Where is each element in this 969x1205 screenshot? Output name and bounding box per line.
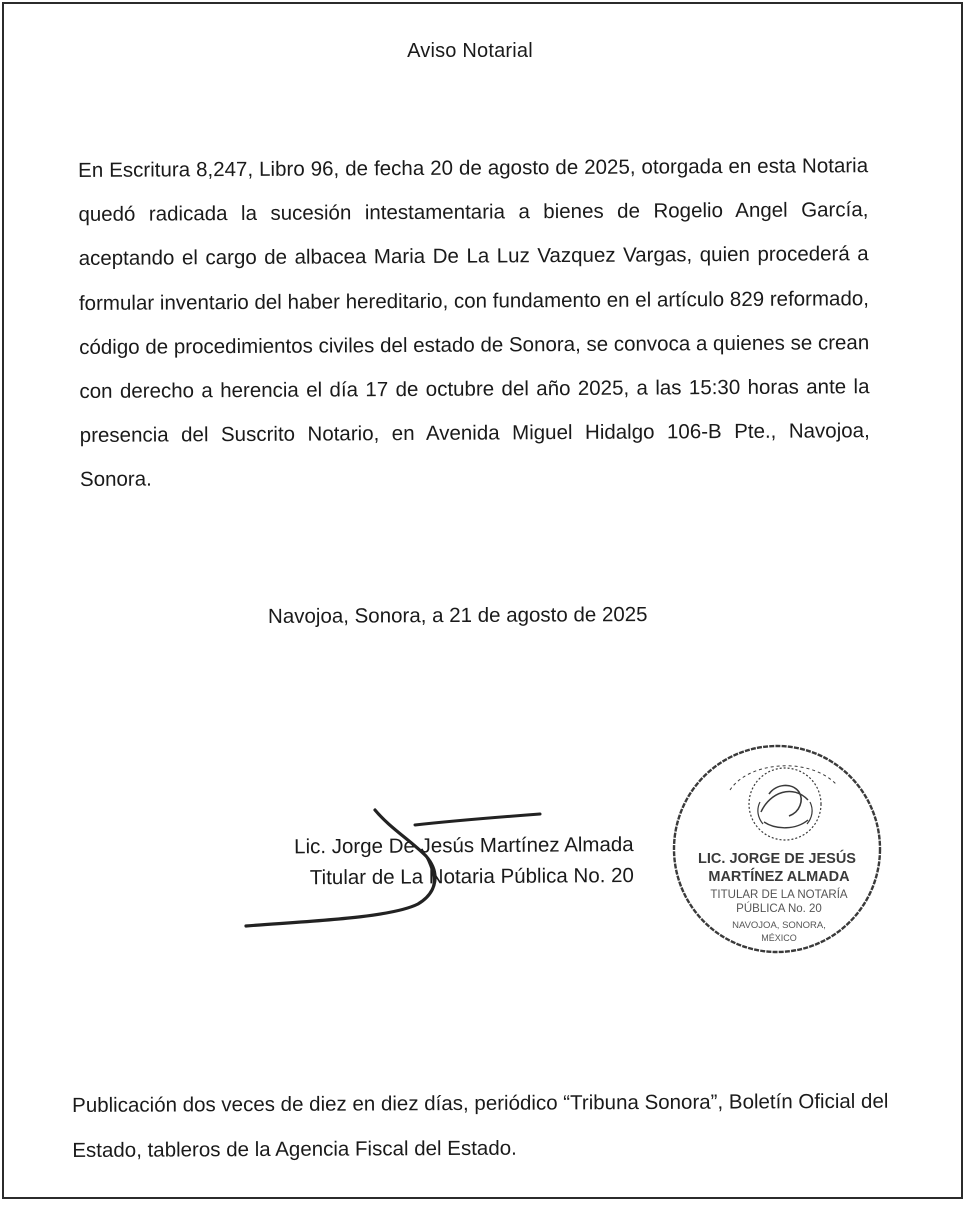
- notice-body: En Escritura 8,247, Libro 96, de fecha 20 de agosto de 2025, otorgada en esta Notaria quedó radicada la sucesión intestamentaria a bienes de Rogelio Angel García, aceptando el cargo de albacea Maria De La Luz Vazquez Vargas, quien procederá a formular inventario del haber hereditario, con fundamento en el artículo 829 reformado, código de procedimientos civiles del estado de Sonora, se convoca a quienes se crean con derecho a herencia el día 17 de octubre del año 2025, a las 15:30 horas ante la presencia del Suscrito Notario, en Avenida Miguel Hidalgo 106-B Pte., Navojoa, Sonora.: [78, 154, 870, 492]
- seal-location-line-2: MÉXICO: [761, 933, 797, 943]
- seal-name-line-2: MARTÍNEZ ALMADA: [708, 869, 850, 885]
- handwritten-signature: [240, 800, 550, 935]
- seal-title-line-1: TITULAR DE LA NOTARÍA: [710, 889, 848, 901]
- seal-name-line-1: LIC. JORGE DE JESÚS: [698, 851, 856, 867]
- signatory-title: Titular de La Notaria Pública No. 20: [309, 863, 634, 890]
- seal-location-line-1: NAVOJOA, SONORA,: [732, 920, 826, 931]
- notice-title: Aviso Notarial: [407, 40, 533, 62]
- publication-footer: Publicación dos veces de diez en diez días, periódico “Tribuna Sonora”, Boletín Oficial del Estado, tableros de la Agencia Fiscal del Estado.: [72, 1089, 889, 1162]
- notary-seal: [668, 742, 886, 956]
- place-and-date: Navojoa, Sonora, a 21 de agosto de 2025: [267, 603, 648, 628]
- seal-title-line-2: PÚBLICA No. 20: [736, 903, 822, 915]
- signatory-name: Lic. Jorge De Jesús Martínez Almada: [294, 832, 634, 859]
